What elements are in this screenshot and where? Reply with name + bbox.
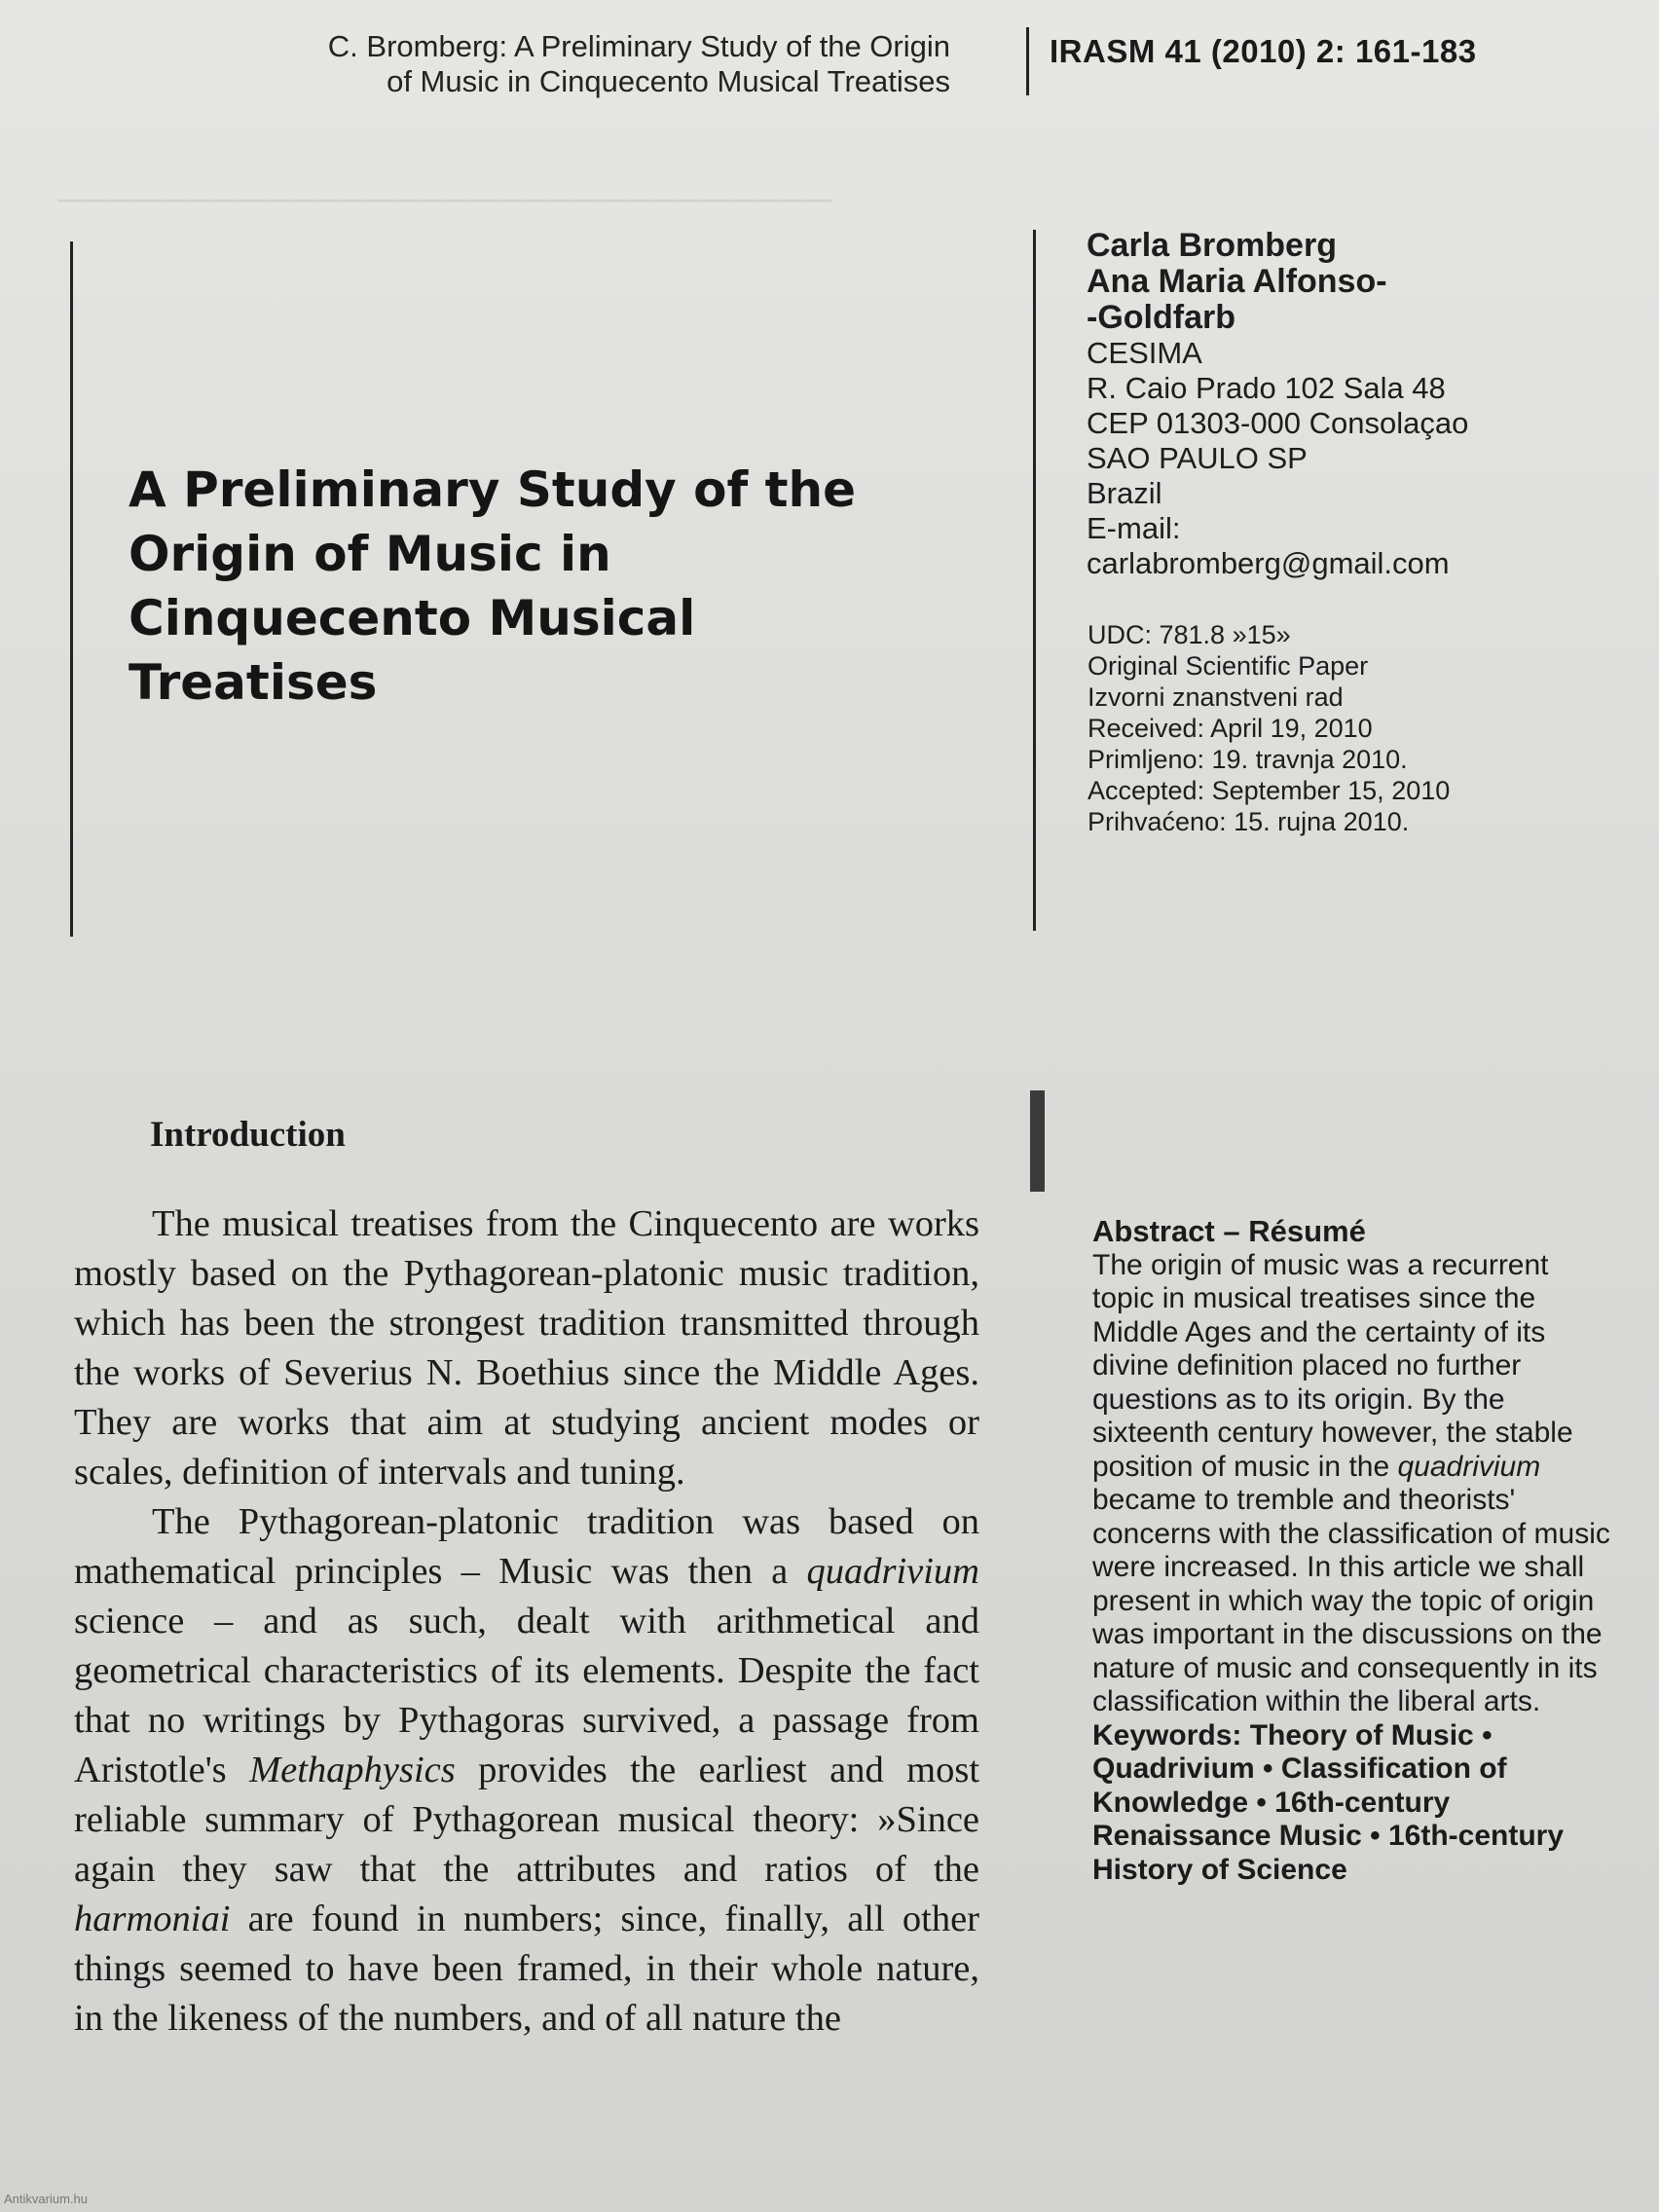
text-run: became to tremble and theorists' concerns with the classification of music were increased. In this article we shall present in which way the topic of origin was important in the discussions on the nature of music and consequently in its classification within the liberal arts. (1092, 1484, 1610, 1717)
keywords: Keywords: Theory of Music • Quadrivium • Classification of Knowledge • 16th-century Renaissance Music • 16th-century History of Science (1092, 1718, 1565, 1886)
italic-term: quadrivium (806, 1551, 979, 1592)
introduction-body (74, 1199, 979, 2044)
italic-term: quadrivium (1397, 1450, 1541, 1483)
article-metadata (1088, 619, 1633, 837)
title-line: Treatises (129, 654, 378, 711)
email-address: carlabromberg@gmail.com (1087, 546, 1450, 580)
paper-type-hr: Izvorni znanstveni rad (1088, 682, 1344, 712)
title-line: A Preliminary Study of the (129, 461, 857, 518)
text-run: The Pythagorean-platonic tradition was based on mathematical principles – Music was then a (74, 1501, 979, 1592)
italic-term: harmoniai (74, 1899, 231, 1939)
italic-term: Methaphysics (249, 1750, 456, 1790)
running-head-line1: C. Bromberg: A Preliminary Study of the Origin (327, 29, 950, 63)
author-name: Carla Bromberg (1087, 227, 1337, 264)
journal-reference: IRASM 41 (2010) 2: 161-183 (1050, 33, 1477, 69)
paragraph: The musical treatises from the Cinquecento are works mostly based on the Pythagorean-platonic music tradition, which has been the strongest tradition transmitted through the works of Severius N. Boethius since the Middle Ages. They are works that aim at studying ancient modes or scales, definition of intervals and tuning. (74, 1203, 979, 1493)
column-divider (1033, 230, 1036, 931)
text-run: are found in numbers; since, finally, all other things seemed to have been framed, in their whole nature, in the likeness of the numbers, and of all nature the (74, 1899, 979, 2039)
abstract-block (1092, 1215, 1618, 1887)
title-line: Cinquecento Musical (129, 590, 696, 646)
received-date: Received: April 19, 2010 (1088, 714, 1373, 743)
author-name: Ana Maria Alfonso- (1087, 263, 1387, 300)
email-label: E-mail: (1087, 511, 1181, 545)
header-divider (1026, 27, 1029, 95)
author-name: -Goldfarb (1087, 299, 1235, 336)
text-run: science – and as such, dealt with arithmetical and geometrical characteristics of its elements. Despite the fact that no writings by Pythagoras survived, a passage from Aristotle's (74, 1601, 979, 1790)
received-date-hr: Primljeno: 19. travnja 2010. (1088, 745, 1408, 774)
address-line: R. Caio Prado 102 Sala 48 (1087, 371, 1446, 405)
text-run: provides the earliest and most reliable summary of Pythagorean musical theory: »Since again they saw that the attributes and ratios of the (74, 1750, 980, 1890)
title-left-rule (70, 241, 73, 937)
affiliation: CESIMA (1087, 336, 1202, 370)
udc: UDC: 781.8 »15» (1088, 620, 1291, 649)
address-line: CEP 01303-000 Consolaçao (1087, 406, 1469, 440)
accepted-date-hr: Prihvaćeno: 15. rujna 2010. (1088, 807, 1410, 836)
title-line: Origin of Music in (129, 526, 611, 582)
country: Brazil (1087, 476, 1162, 510)
author-block (1087, 228, 1632, 581)
section-marker-bar (1030, 1090, 1045, 1192)
abstract-text (1092, 1249, 1618, 1719)
paper-type: Original Scientific Paper (1088, 651, 1369, 681)
paragraph (74, 1497, 979, 2044)
introduction-heading: Introduction (150, 1115, 346, 1155)
text-run: The origin of music was a recurrent topic in musical treatises since the Middle Ages and the certainty of its divine definition placed no further questions as to its origin. By the sixteenth century however, the stable position of music in the (1092, 1248, 1573, 1483)
article-title (129, 458, 985, 715)
watermark: Antikvarium.hu (4, 2192, 88, 2206)
address-line: SAO PAULO SP (1087, 441, 1308, 475)
running-head-line2: of Music in Cinquecento Musical Treatises (387, 64, 950, 98)
running-head (74, 29, 950, 99)
abstract-heading: Abstract – Résumé (1092, 1214, 1366, 1248)
accepted-date: Accepted: September 15, 2010 (1088, 776, 1451, 805)
bleed-through-text: ────────────────────────────── (58, 180, 833, 219)
